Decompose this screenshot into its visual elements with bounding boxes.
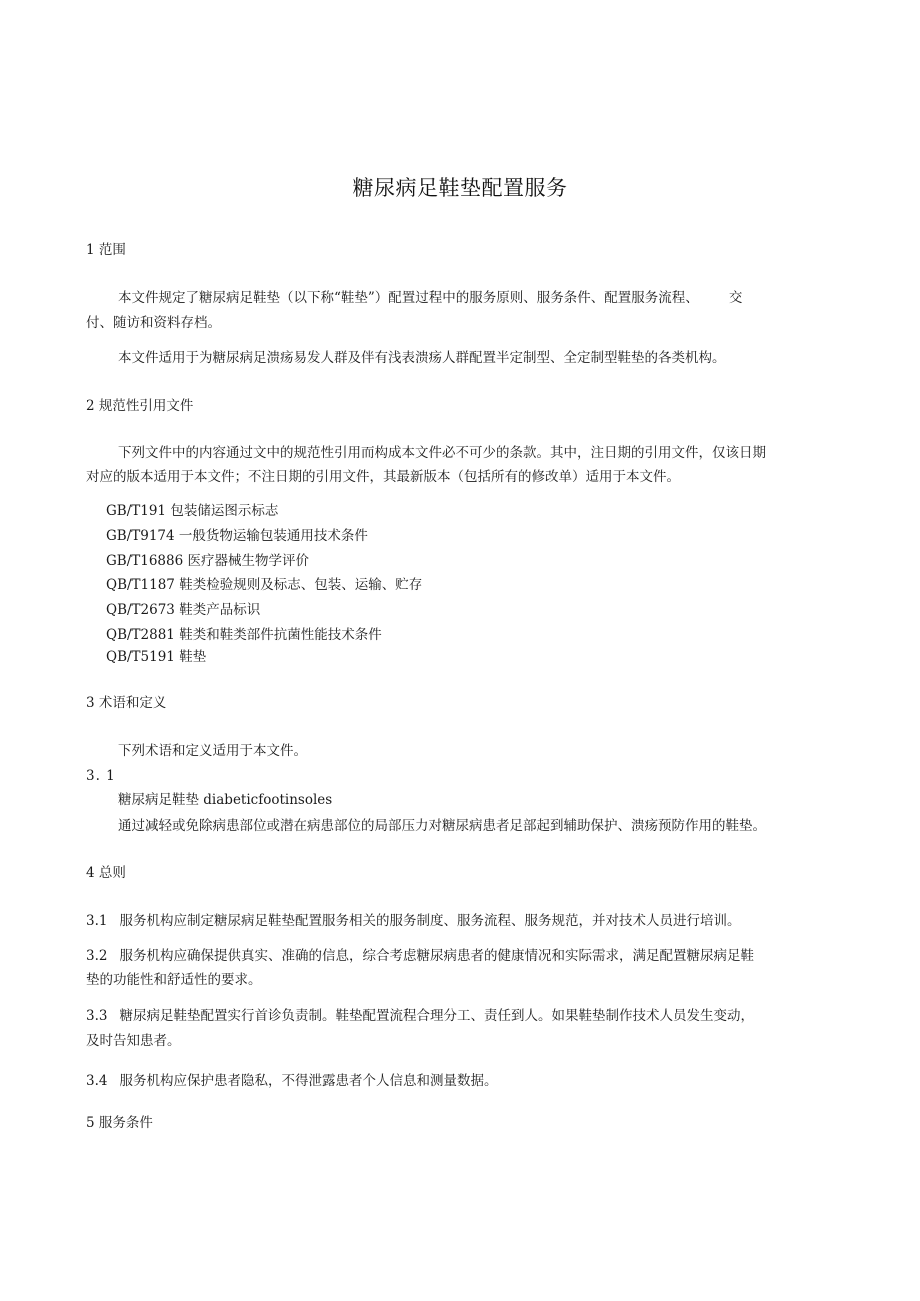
clause-3-3 (86, 1006, 754, 1026)
clause-3-3-cont: 及时告知患者。 (86, 1033, 181, 1049)
section-heading-general: 4 总则 (86, 865, 126, 881)
clause-text: 糖尿病足鞋垫配置实行首诊负责制。鞋垫配置流程合理分工、责任到人。如果鞋垫制作技术人员发生变动， (119, 1008, 754, 1024)
reference-item: GB/T16886 医疗器械生物学评价 (106, 553, 309, 569)
term-number: 3. 1 (86, 768, 116, 784)
reference-item: QB/T5191 鞋垫 (106, 649, 207, 665)
terms-intro: 下列术语和定义适用于本文件。 (118, 743, 307, 759)
term-name: 糖尿病足鞋垫 diabeticfootinsoles (118, 792, 333, 808)
scope-paragraph-1 (118, 288, 742, 308)
clause-3-4 (86, 1071, 497, 1091)
clause-3-1 (86, 911, 740, 931)
scope-paragraph-2: 本文件适用于为糖尿病足溃疡易发人群及伴有浅表溃疡人群配置半定制型、全定制型鞋垫的各类机构。 (118, 350, 726, 366)
clause-text: 服务机构应确保提供真实、准确的信息，综合考虑糖尿病患者的健康情况和实际需求，满足配置糖尿病足鞋 (119, 948, 754, 964)
section-heading-terms: 3 术语和定义 (86, 695, 167, 711)
scope-paragraph-1-cont: 付、随访和资料存档。 (86, 315, 221, 331)
references-intro: 下列文件中的内容通过文中的规范性引用而构成本文件必不可少的条款。其中，注日期的引用文件，仅该日期 (118, 445, 766, 461)
document-title: 糖尿病足鞋垫配置服务 (352, 176, 568, 200)
references-intro-cont: 对应的版本适用于本文件；不注日期的引用文件，其最新版本（包括所有的修改单）适用于本文件。 (86, 469, 680, 485)
reference-item: QB/T1187 鞋类检验规则及标志、包装、运输、贮存 (106, 577, 423, 593)
scope-paragraph-1-tail: 交 (728, 290, 743, 306)
clause-3-2 (86, 946, 754, 966)
clause-number: 3.2 (86, 948, 108, 964)
scope-paragraph-1-text: 本文件规定了糖尿病足鞋垫（以下称“鞋垫”）配置过程中的服务原则、服务条件、配置服务流程、 (118, 290, 699, 306)
reference-item: GB/T9174 一般货物运输包装通用技术条件 (106, 528, 368, 544)
section-heading-scope: 1 范围 (86, 242, 126, 258)
section-heading-references: 2 规范性引用文件 (86, 398, 194, 414)
clause-text: 服务机构应制定糖尿病足鞋垫配置服务相关的服务制度、服务流程、服务规范，并对技术人员进行培训。 (119, 913, 741, 929)
section-heading-service-conditions: 5 服务条件 (86, 1115, 153, 1131)
reference-item: GB/T191 包装储运图示标志 (106, 503, 279, 519)
clause-3-2-cont: 垫的功能性和舒适性的要求。 (86, 972, 262, 988)
clause-number: 3.1 (86, 913, 108, 929)
clause-number: 3.4 (86, 1073, 108, 1089)
reference-item: QB/T2881 鞋类和鞋类部件抗菌性能技术条件 (106, 627, 382, 643)
clause-text: 服务机构应保护患者隐私，不得泄露患者个人信息和测量数据。 (119, 1073, 498, 1089)
clause-number: 3.3 (86, 1008, 108, 1024)
reference-item: QB/T2673 鞋类产品标识 (106, 602, 261, 618)
term-definition: 通过减轻或免除病患部位或潜在病患部位的局部压力对糖尿病患者足部起到辅助保护、溃疡预防作用的鞋垫。 (118, 818, 766, 834)
